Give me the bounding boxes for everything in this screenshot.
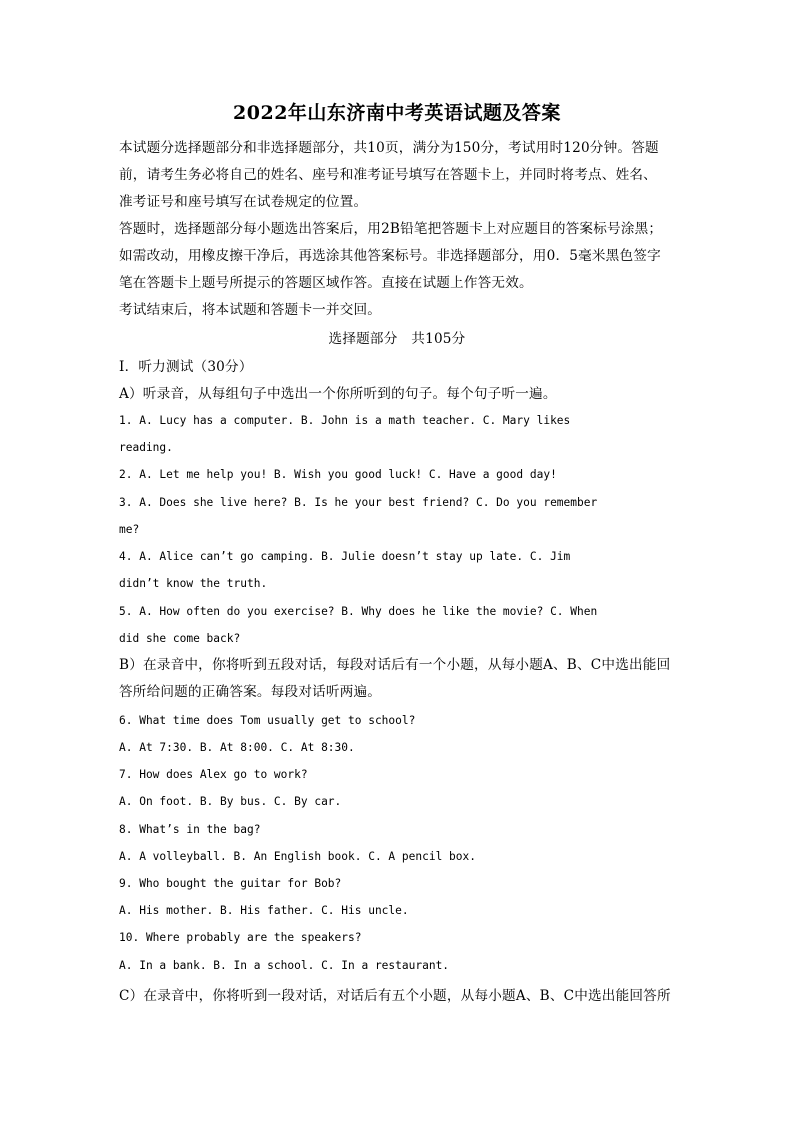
partB-instruction-line-1: B）在录音中，你将听到五段对话，每段对话后有一个小题，从每小题A、B、C中选出能回 — [119, 657, 671, 673]
section-heading: 选择题部分 共105分 — [328, 331, 466, 347]
intro-line-4: 答题时，选择题部分每小题选出答案后，用2B铅笔把答题卡上对应题目的答案标号涂黑； — [119, 221, 663, 237]
intro-line-6: 笔在答题卡上题号所提示的答题区域作答。直接在试题上作答无效。 — [119, 275, 533, 291]
options-line: A. On foot. B. By bus. C. By car. — [119, 795, 342, 808]
partC-instruction: C）在录音中，你将听到一段对话，对话后有五个小题，从每小题A、B、C中选出能回答所 — [119, 988, 671, 1004]
intro-line-2: 前，请考生务必将自己的姓名、座号和准考证号填写在答题卡上，并同时将考点、姓名、 — [119, 167, 657, 183]
question-line: me? — [119, 523, 140, 536]
page-title: 2022年山东济南中考英语试题及答案 — [233, 102, 561, 124]
question-line: 10. Where probably are the speakers? — [119, 931, 362, 944]
question-line: didn’t know the truth. — [119, 577, 268, 590]
question-line: 9. Who bought the guitar for Bob? — [119, 877, 342, 890]
question-line: 6. What time does Tom usually get to school? — [119, 714, 416, 727]
question-line: 1. A. Lucy has a computer. B. John is a math teacher. C. Mary likes — [119, 414, 571, 427]
intro-line-5: 如需改动，用橡皮擦干净后，再选涂其他答案标号。非选择题部分，用0．5毫米黑色签字 — [119, 248, 661, 264]
options-line: A. A volleyball. B. An English book. C. A pencil box. — [119, 850, 476, 863]
part1-heading: Ⅰ．听力测试（30分） — [119, 359, 253, 375]
question-line: 7. How does Alex go to work? — [119, 768, 308, 781]
intro-line-7: 考试结束后，将本试题和答题卡一并交回。 — [119, 302, 382, 318]
question-line: 5. A. How often do you exercise? B. Why does he like the movie? C. When — [119, 605, 598, 618]
partA-instruction: A）听录音，从每组句子中选出一个你所听到的句子。每个句子听一遍。 — [119, 386, 557, 402]
intro-line-1: 本试题分选择题部分和非选择题部分，共10页，满分为150分，考试用时120分钟。答题 — [119, 140, 659, 156]
question-line: 4. A. Alice can’t go camping. B. Julie doesn’t stay up late. C. Jim — [119, 550, 571, 563]
options-line: A. At 7:30. B. At 8:00. C. At 8:30. — [119, 741, 355, 754]
question-line: 3. A. Does she live here? B. Is he your best friend? C. Do you remember — [119, 496, 598, 509]
question-line: reading. — [119, 441, 173, 454]
partB-instruction-line-2: 答所给问题的正确答案。每段对话听两遍。 — [119, 684, 382, 700]
options-line: A. In a bank. B. In a school. C. In a restaurant. — [119, 959, 450, 972]
question-line: did she come back? — [119, 632, 241, 645]
options-line: A. His mother. B. His father. C. His uncle. — [119, 904, 409, 917]
intro-line-3: 准考证号和座号填写在试卷规定的位置。 — [119, 194, 368, 210]
question-line: 2. A. Let me help you! B. Wish you good luck! C. Have a good day! — [119, 468, 557, 481]
question-line: 8. What’s in the bag? — [119, 823, 261, 836]
